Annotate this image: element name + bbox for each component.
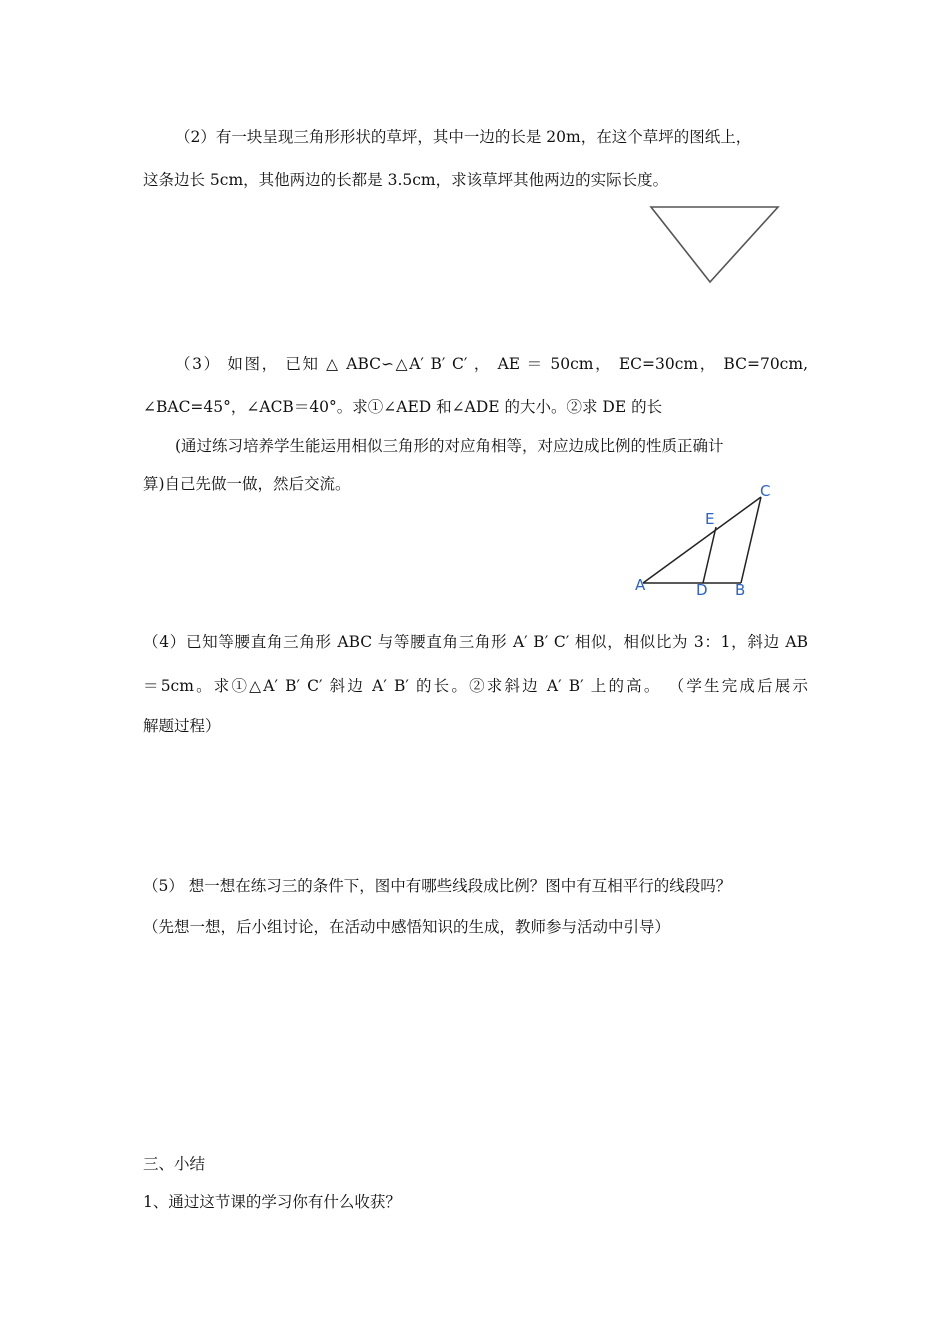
label-e: E (705, 510, 715, 528)
problem5-line2: （先想一想，后小组讨论，在活动中感悟知识的生成，教师参与活动中引导） (143, 918, 671, 936)
label-b: B (735, 581, 746, 599)
label-d: D (696, 581, 708, 599)
label-c: C (760, 482, 771, 500)
label-a: A (635, 576, 646, 594)
problem5-line1: （5） 想一想在练习三的条件下，图中有哪些线段成比例？图中有互相平行的线段吗？ (143, 877, 732, 895)
problem2-line1: （2）有一块呈现三角形形状的草坪，其中一边的长是 20m，在这个草坪的图纸上， (175, 128, 752, 146)
problem3-line2: ∠BAC=45°，∠ACB＝40°。求①∠AED 和∠ADE 的大小。②求 DE 的长 (143, 398, 663, 416)
problem3-note-line1: (通过练习培养学生能运用相似三角形的对应角相等，对应边成比例的性质正确计 (175, 437, 724, 455)
problem3-line1: （3） 如图， 已知 △ ABC∽△A′ B′ C′ ， AE ＝ 50cm， EC=30cm， BC=70cm, (175, 355, 808, 373)
problem2-line2: 这条边长 5cm，其他两边的长都是 3.5cm，求该草坪其他两边的实际长度。 (143, 171, 669, 189)
summary-item-1: 1、通过这节课的学习你有什么收获？ (143, 1193, 401, 1211)
problem4-line3: 解题过程） (143, 717, 221, 735)
problem4-line2: ＝5cm。求①△A′ B′ C′ 斜边 A′ B′ 的长。②求斜边 A′ B′ 上的高。 （学生完成后展示 (143, 677, 808, 695)
problem4-line1: （4）已知等腰直角三角形 ABC 与等腰直角三角形 A′ B′ C′ 相似，相似比为 3：1，斜边 AB (143, 633, 808, 651)
problem3-note-line2: 算)自己先做一做，然后交流。 (143, 475, 351, 493)
summary-heading: 三、小结 (143, 1155, 206, 1173)
